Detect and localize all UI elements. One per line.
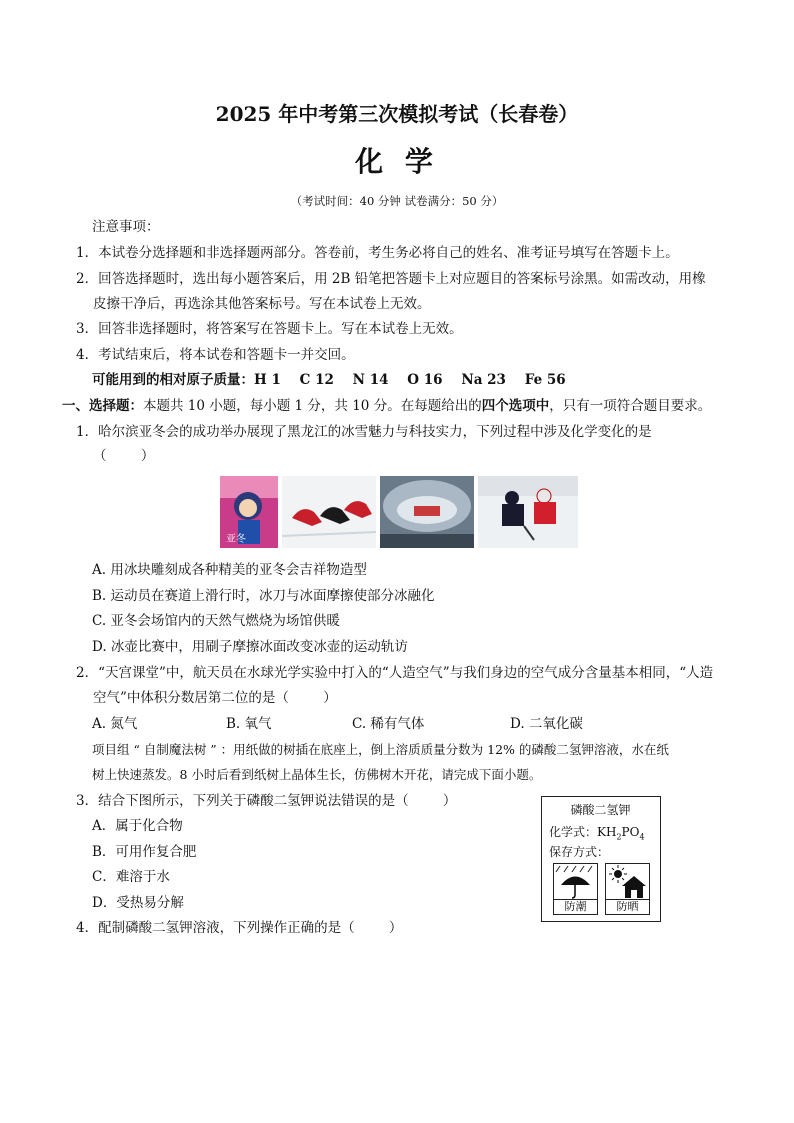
q3-option-b: B．可用作复合肥	[92, 844, 197, 860]
q2-option-c: C. 稀有气体	[352, 716, 425, 732]
q1-option-a: A. 用冰块雕刻成各种精美的亚冬会吉祥物造型	[92, 562, 367, 578]
q2-option-d: D. 二氧化碳	[510, 716, 583, 732]
q1-answer-paren: （ ）	[93, 448, 155, 464]
formula-sub-2: 4	[639, 832, 645, 842]
formula-prefix: 化学式：KH	[549, 825, 617, 839]
exam-title: 2025 年中考第三次模拟考试（长春卷）	[215, 102, 579, 126]
note-item-1: 1．本试卷分选择题和非选择题两部分。答卷前，考生务必将自己的姓名、准考证号填写在答题卡上。	[76, 245, 679, 261]
q3-option-d: D．受热易分解	[92, 895, 184, 911]
notes-heading: 注意事项：	[92, 219, 160, 235]
section1-heading-emph: 四个选项中	[481, 398, 550, 414]
q2-stem-line1: 2．“天宫课堂”中，航天员在水球光学实验中打入的“人造空气”与我们身边的空气成分含量基本相同，“人造	[76, 665, 714, 681]
moisture-proof-caption: 防潮	[554, 899, 597, 914]
formula-sub-1: 2	[616, 832, 622, 842]
q2-stem-line2: 空气”中体积分数居第二位的是（ ）	[93, 690, 337, 706]
q3-option-c: C．难溶于水	[92, 869, 170, 885]
umbrella-icon	[554, 864, 597, 900]
q1-option-b: B. 运动员在赛道上滑行时，冰刀与冰面摩擦使部分冰融化	[92, 588, 435, 604]
section1-heading-text-2: ，只有一项符合题目要求。	[549, 398, 712, 414]
label-storage: 保存方式：	[549, 845, 610, 859]
sun-proof-caption: 防晒	[606, 899, 649, 914]
note-item-4: 4．考试结束后，将本试卷和答题卡一并交回。	[76, 347, 355, 363]
svg-text:亚冬: 亚冬	[226, 534, 246, 545]
note-item-3: 3．回答非选择题时，将答案写在答题卡上。写在本试卷上无效。	[76, 321, 463, 337]
stadium-photo	[380, 476, 474, 548]
q2-option-b: B. 氧气	[226, 716, 272, 732]
atomic-mass-line: 可能用到的相对原子质量：H 1 C 12 N 14 O 16 Na 23 Fe 56	[92, 372, 566, 388]
q1-option-c: C. 亚冬会场馆内的天然气燃烧为场馆供暖	[92, 613, 340, 629]
project-intro-line1: 项目组 “ 自制魔法树 ” ：用纸做的树插在底座上，倒上溶质质量分数为 12% 的磷酸二氢钾溶液，水在纸	[92, 742, 669, 757]
ice-hockey-photo	[478, 476, 578, 548]
label-title: 磷酸二氢钾	[570, 803, 631, 817]
q4-stem: 4．配制磷酸二氢钾溶液，下列操作正确的是（ ）	[76, 920, 403, 936]
q3-stem: 3．结合下图所示，下列关于磷酸二氢钾说法错误的是（ ）	[76, 793, 457, 809]
sun-house-icon	[606, 864, 649, 900]
q1-image-strip	[220, 476, 578, 548]
mascot-photo	[220, 476, 278, 548]
formula-mid: PO	[621, 825, 640, 839]
note-item-2-cont: 皮擦干净后，再选涂其他答案标号。写在本试卷上无效。	[93, 296, 431, 312]
q1-option-d: D. 冰壶比赛中，用刷子摩擦冰面改变冰壶的运动轨访	[92, 639, 408, 655]
q3-option-a: A．属于化合物	[92, 818, 183, 834]
sun-proof-box	[605, 863, 650, 915]
product-label-box	[541, 796, 661, 922]
section1-heading	[62, 397, 711, 415]
project-intro-line2: 树上快速蒸发。8 小时后看到纸树上晶体生长，仿佛树木开花，请完成下面小题。	[92, 767, 542, 782]
exam-info: （考试时间：40 分钟 试卷满分：50 分）	[290, 194, 504, 208]
q1-stem: 1．哈尔滨亚冬会的成功举办展现了黑龙江的冰雪魅力与科技实力，下列过程中涉及化学变化的是	[76, 424, 652, 440]
q2-option-a: A. 氮气	[92, 716, 138, 732]
subject-title: 化 学	[355, 145, 439, 178]
moisture-proof-box	[553, 863, 598, 915]
section1-heading-text: 本题共 10 小题，每小题 1 分，共 10 分。在每题给出的	[143, 398, 482, 414]
note-item-2: 2．回答选择题时，选出每小题答案后，用 2B 铅笔把答题卡上对应题目的答案标号涂黑。如需改动，用橡	[76, 271, 706, 287]
label-formula	[549, 823, 645, 841]
speed-skating-photo	[282, 476, 376, 548]
section1-heading-label: 一、选择题：	[62, 398, 143, 414]
